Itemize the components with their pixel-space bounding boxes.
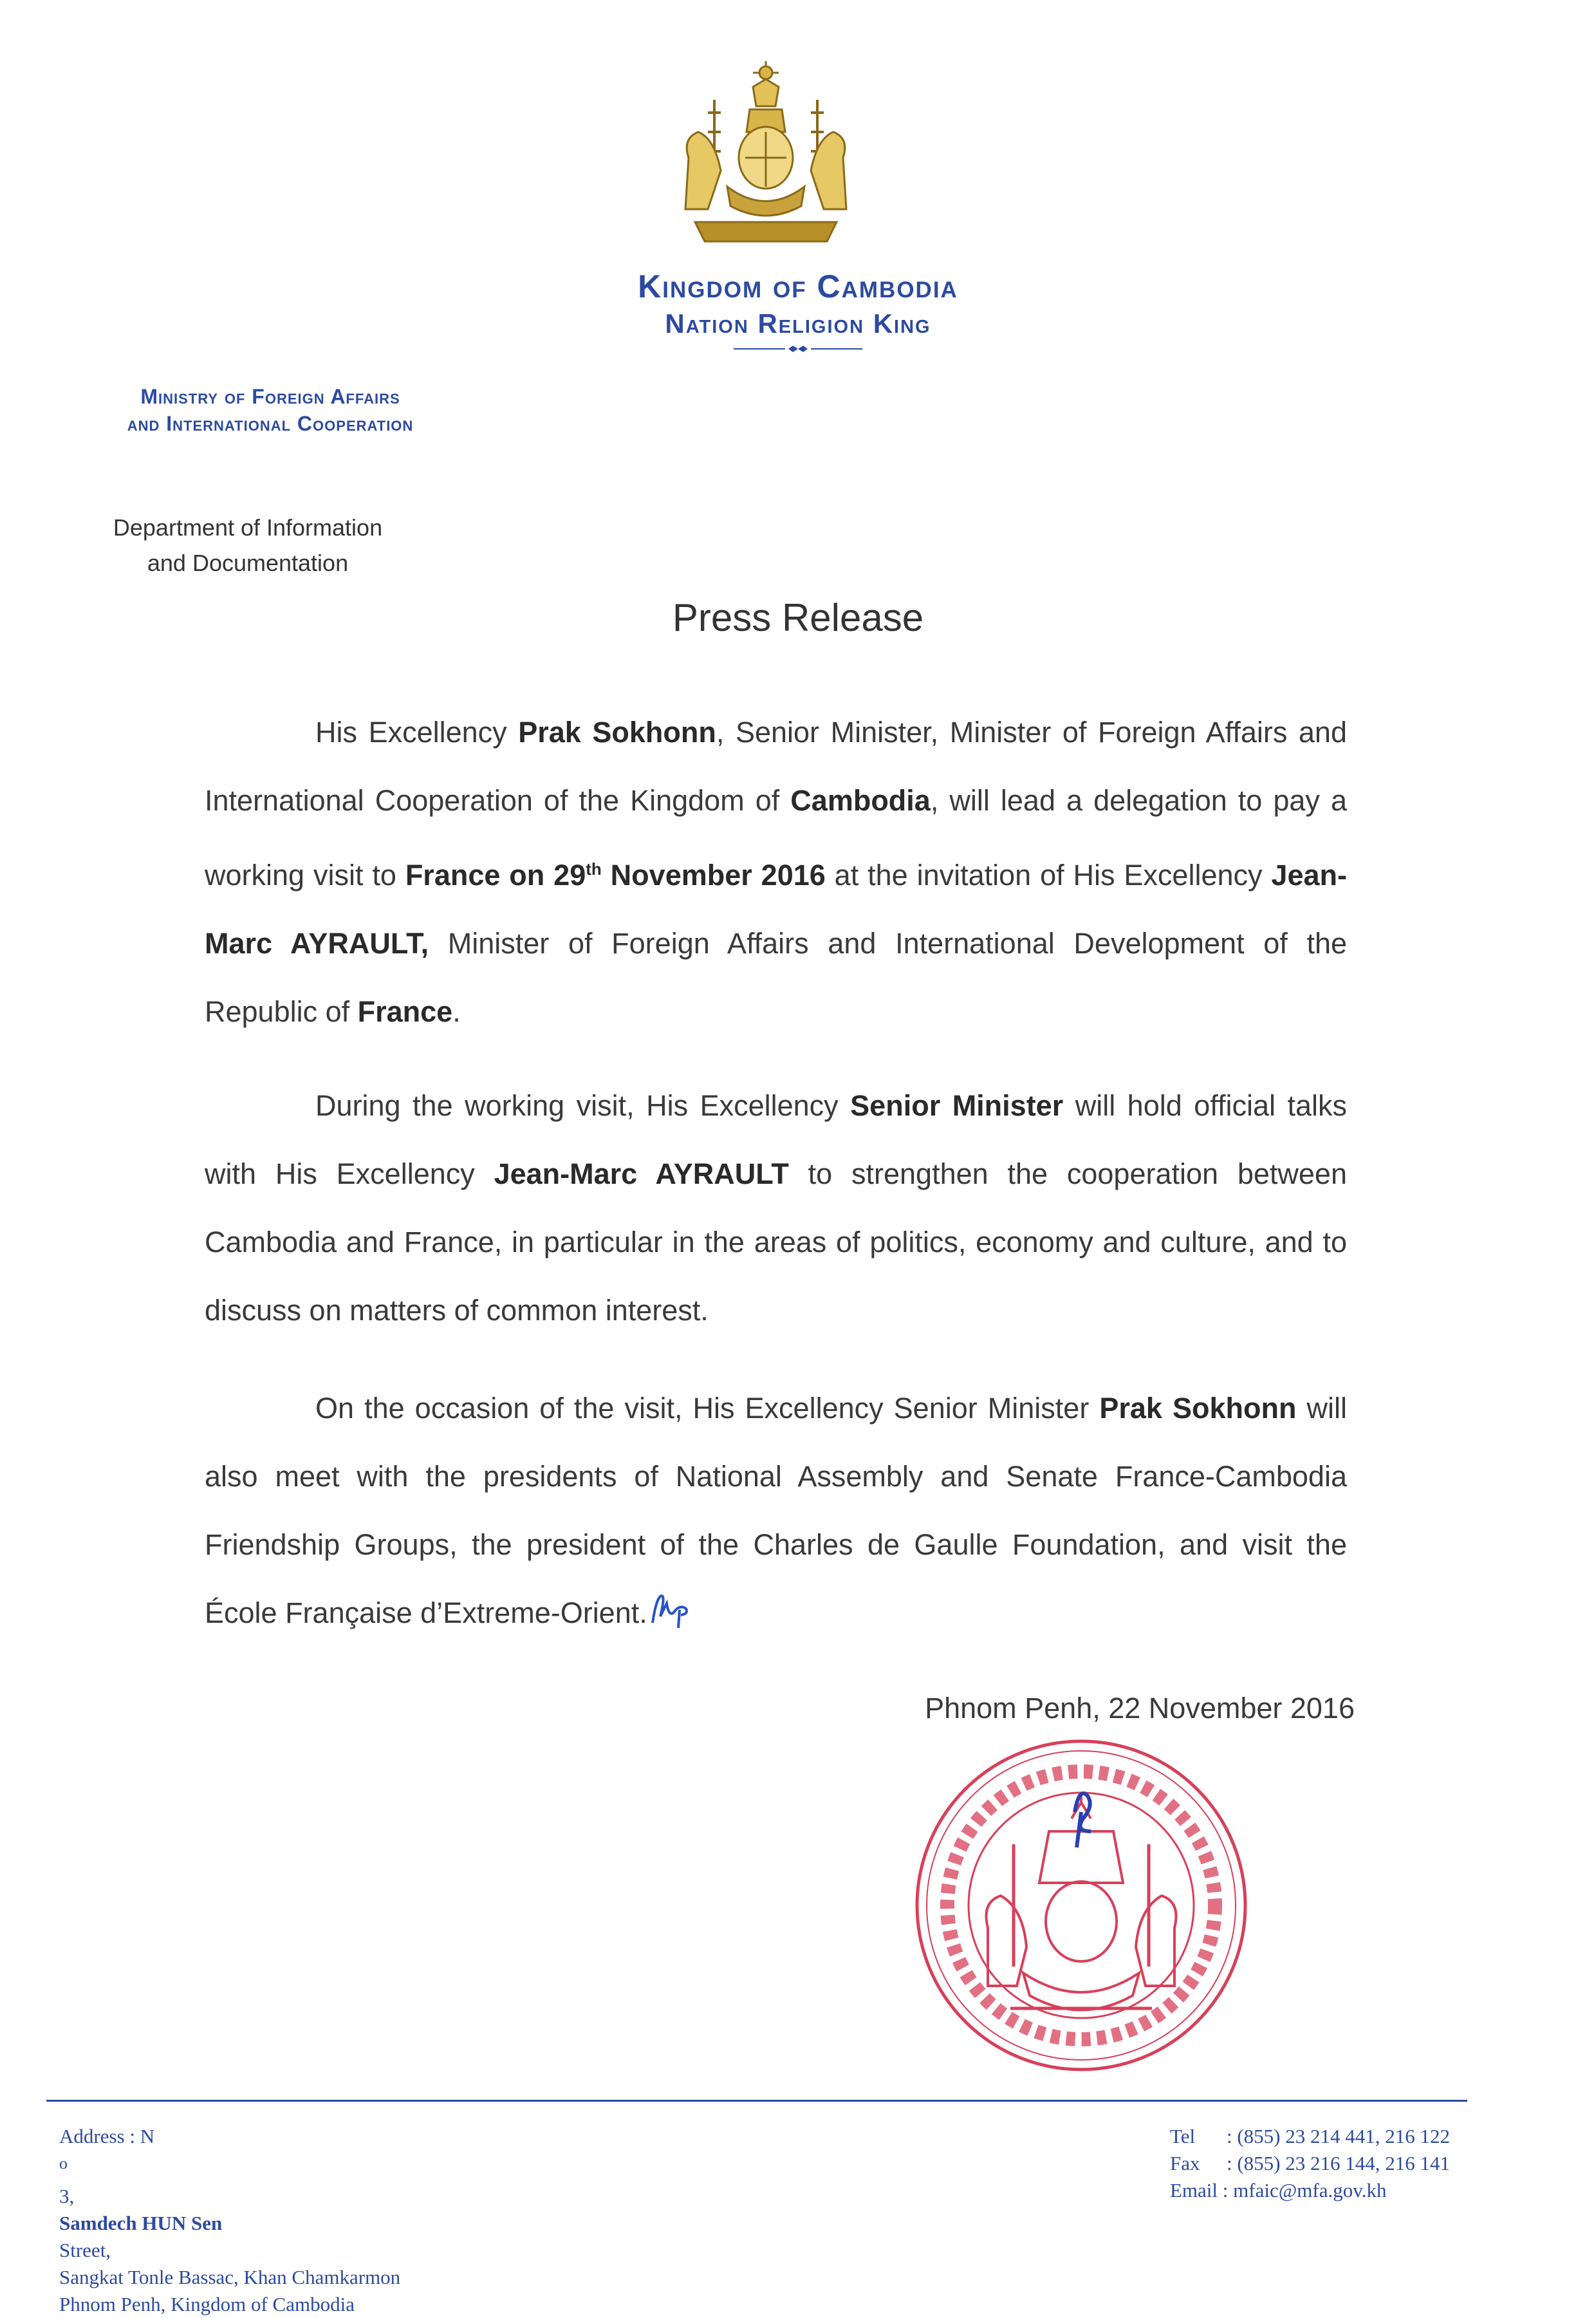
- footer-contact: [1170, 2123, 1450, 2204]
- address-line-2: Sangkat Tonle Bassac, Khan Chamkarmon: [59, 2266, 401, 2289]
- tel-row: Tel : (855) 23 214 441, 216 122: [1170, 2125, 1451, 2147]
- handwritten-initials-icon: [647, 1591, 699, 1629]
- footer-divider: [46, 2100, 1467, 2102]
- ministry-line-1: Ministry of Foreign Affairs: [140, 385, 400, 408]
- footer-address: [59, 2123, 400, 2318]
- paragraph-2: During the working visit, His Excellency Senior Minister will hold official talks with His Excellency Jean-Marc AYRAULT to strengthen the cooperation between Cambodia and France, in particular in the areas of politics, economy and culture, and to discuss on matters of common interest.: [205, 1089, 1347, 1327]
- paragraph-3: On the occasion of the visit, His Excellency Senior Minister Prak Sokhonn will also meet with the presidents of National Assembly and Senate France-Cambodia Friendship Groups, the president of the Charles de Gaulle Foundation, and visit the École Française d’Extreme-Orient.: [205, 1392, 1347, 1629]
- official-seal-icon: [911, 1735, 1252, 2076]
- kingdom-header: [0, 267, 1596, 353]
- email-row: Email : mfaic@mfa.gov.kh: [1170, 2179, 1387, 2201]
- department-line-1: Department of Information: [113, 514, 383, 541]
- royal-coat-of-arms-icon: [669, 61, 862, 248]
- dateline: Phnom Penh, 22 November 2016: [925, 1692, 1355, 1724]
- national-motto: Nation Religion King: [665, 308, 931, 339]
- visit-date: on 29th November 2016: [509, 859, 826, 892]
- ministry-name: [39, 383, 502, 437]
- paragraph-1: His Excellency Prak Sokhonn, Senior Minister, Minister of Foreign Affairs and International Cooperation of the Kingdom of Cambodia, will lead a delegation to pay a working visit to France on 29th November 2016 at the invitation of His Excellency Jean-Marc AYRAULT, Minister of Foreign Affairs and International Development of the Republic of France.: [205, 716, 1347, 1028]
- ornament-divider-icon: [734, 344, 862, 353]
- kingdom-name: Kingdom of Cambodia: [638, 268, 958, 304]
- document-title: Press Release: [672, 596, 924, 639]
- address-line-3: Phnom Penh, Kingdom of Cambodia: [59, 2293, 355, 2316]
- department-line-2: and Documentation: [147, 550, 349, 576]
- person-name: Prak Sokhonn: [518, 716, 716, 749]
- ministry-line-2: and International Cooperation: [127, 412, 414, 435]
- department-name: [84, 510, 412, 581]
- email-link[interactable]: : mfaic@mfa.gov.kh: [1218, 2179, 1387, 2201]
- address-line-1: Address : N $^o$ 3, Samdech HUN Sen Street,: [59, 2125, 223, 2262]
- fax-row: Fax : (855) 23 216 144, 216 141: [1170, 2152, 1451, 2174]
